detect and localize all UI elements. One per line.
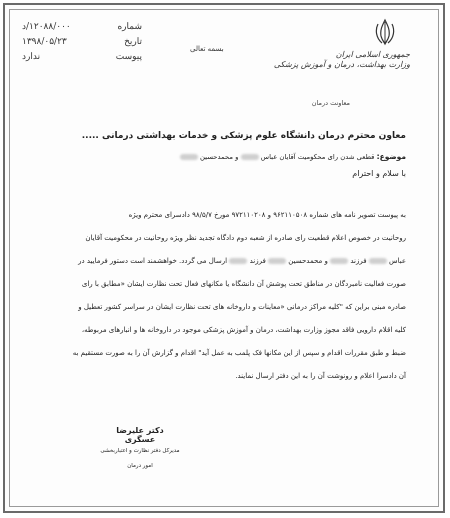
meta-date — [22, 35, 142, 50]
letter-greeting: با سلام و احترام — [352, 169, 406, 178]
redacted-name — [241, 154, 259, 160]
letter-meta — [22, 20, 142, 65]
signer-unit: امور درمان — [127, 463, 153, 469]
body-text: فرزند — [249, 257, 266, 265]
iran-emblem-icon — [370, 18, 400, 46]
body-text: فرزند — [350, 257, 367, 265]
signer-name: دکتر علیرضا عسگری — [116, 426, 164, 444]
body-line-4: صورت فعالیت نامبردگان در مناطق تحت پوشش آن دانشگاه یا مکانهای فعال تحت نظارت ایشان «مطابق با رای — [81, 280, 406, 288]
ministry-line-1: جمهوری اسلامی ایران — [335, 50, 410, 59]
body-line-1: به پیوست تصویر نامه های شماره ۹۶۲۱۱۰۵۰۸ و ۹۷۲۱۱۰۲۰۸ مورخ ۹۸/۵/۷ دادسرای محترم ویژه — [128, 211, 406, 219]
body-line-2: روحانیت در خصوص اعلام قطعیت رای صادره از شعبه دوم دادگاه تجدید نظر ویژه روحانیت در محکومیت آقایان — [85, 234, 406, 242]
redacted-name — [268, 258, 286, 264]
number-label: شماره — [117, 22, 142, 32]
body-line-6: کلیه اقلام دارویی فاقد مجوز وزارت بهداشت، درمان و آموزش پزشکی موجود در داروخانه ها و انبارهای مربوطه، — [81, 326, 406, 334]
redacted-name — [229, 258, 247, 264]
body-line-5: صادره مبنی براین که "کلیه مراکز درمانی «معاینات و داروخانه های تحت نظارت ایشان در سراسر کشور تعطیل و — [78, 303, 406, 311]
subject-label: موضوع: — [376, 152, 406, 161]
letter-salutation: معاون محترم درمان دانشگاه علوم پزشکی و خدمات بهداشتی درمانی ..... — [81, 131, 406, 141]
subject-text-2: و محمدحسین — [199, 153, 239, 161]
body-text: ارسال می گردد. خواهشمند است دستور فرمایید در — [78, 257, 228, 265]
signer-position: مدیرکل دفتر نظارت و اعتباربخشی — [100, 448, 180, 454]
body-line-8: آن دادسرا اعلام و رونوشت آن را به این دفتر ارسال نمایند. — [235, 372, 406, 380]
body-text: عباس — [389, 257, 406, 265]
deputy-name: معاونت درمان — [311, 99, 350, 107]
letter-subject — [180, 152, 406, 161]
redacted-name — [369, 258, 387, 264]
body-line-7: ضبط و طبق مقررات اقدام و سپس از این مکانها فک پلمب به عمل آید" اقدام و گزارش آن را به صورت مستقیم به — [72, 349, 406, 357]
basmala: بسمه تعالی — [190, 45, 224, 53]
body-line-3 — [50, 252, 406, 271]
signature-block — [100, 426, 180, 474]
meta-number — [22, 20, 142, 35]
redacted-name — [330, 258, 348, 264]
redacted-name — [180, 154, 198, 160]
subject-text: قطعی شدن رای محکومیت آقایان عباس — [260, 153, 375, 161]
date-value: ۱۳۹۸/۰۵/۲۳ — [22, 37, 67, 47]
number-value: ۱۲۰۸۸/۰۰۰/د — [22, 22, 71, 32]
ministry-line-2: وزارت بهداشت، درمان و آموزش پزشکی — [273, 60, 410, 69]
ministry-name — [274, 50, 410, 70]
meta-attachment — [22, 50, 142, 65]
attachment-label: پیوست — [115, 52, 142, 62]
body-text: و محمدحسین — [288, 257, 328, 265]
date-label: تاریخ — [124, 37, 142, 47]
attachment-value: ندارد — [22, 52, 41, 62]
